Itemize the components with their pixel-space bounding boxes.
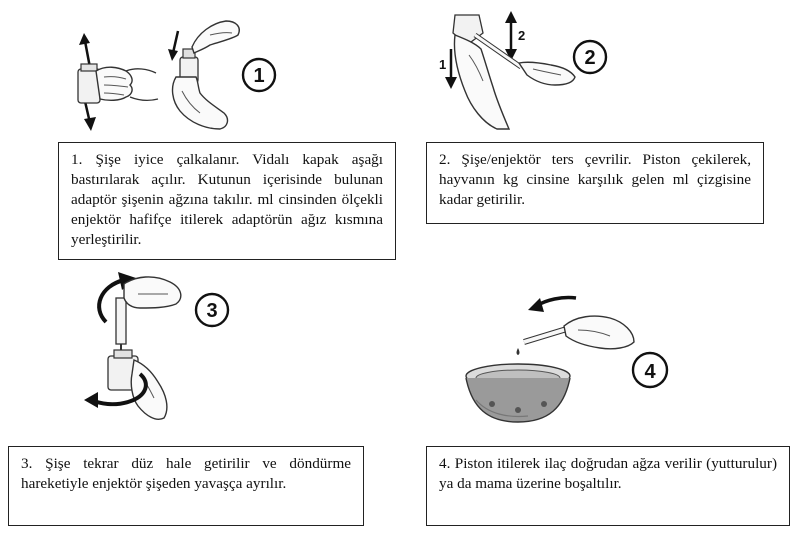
svg-text:4: 4: [644, 361, 656, 383]
step4-instruction-box: [426, 446, 790, 526]
twist-syringe-off-icon: [78, 264, 268, 434]
syringe-over-bowl-icon: [458, 290, 678, 440]
step1-number-badge: [243, 59, 275, 91]
step3-instruction-box: [8, 446, 364, 526]
step2-instruction-box: [426, 142, 764, 224]
arrow-label-1: 1: [439, 57, 447, 72]
svg-text:1: 1: [253, 65, 265, 87]
step2-number-badge: [574, 41, 606, 73]
step2-text: 2. Şişe/enjektör ters çevrilir. Piston çekilerek, hayvanın kg cinsine karşılık gelen ml çizgisine kadar getirilir.: [439, 151, 751, 208]
step3-text: 3. Şişe tekrar düz hale getirilir ve döndürme hareketiyle enjektör şişeden yavaşça ayrılır.: [21, 455, 351, 492]
step4-text: 4. Piston itilerek ilaç doğrudan ağza verilir (yutturulur) ya da mama üzerine boşaltılır.: [439, 455, 777, 492]
arrow-label-2: 2: [518, 28, 526, 43]
step4-number-badge: [633, 353, 667, 387]
step4-illustration: [458, 290, 678, 440]
svg-text:2: 2: [584, 47, 596, 69]
svg-text:3: 3: [206, 300, 218, 322]
step3-illustration: [78, 264, 268, 434]
step3-number-badge: [196, 294, 228, 326]
step1-text: 1. Şişe iyice çalkalanır. Vidalı kapak aşağı bastırılarak açılır. Kutunun içerisinde bulunan adaptör şişenin ağzına takılır. ml cinsinden ölçekli enjektör hafifçe itilerek adaptörün ağız kısmına yerleştirilir.: [71, 151, 383, 248]
inverted-bottle-syringe-icon: [425, 5, 625, 135]
step1-illustration: [60, 15, 285, 140]
shake-open-bottle-icon: [60, 15, 285, 140]
step1-instruction-box: [58, 142, 396, 260]
step2-illustration: [425, 5, 625, 135]
